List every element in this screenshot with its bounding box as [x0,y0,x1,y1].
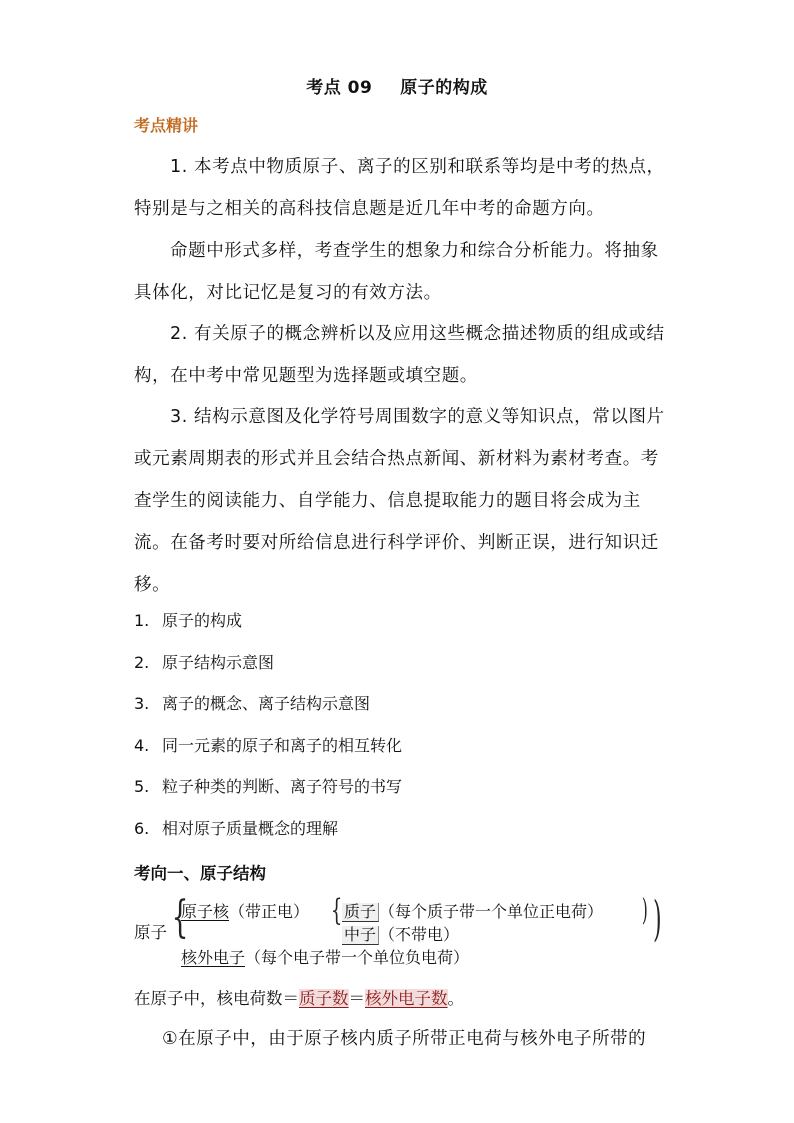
electron-row [181,945,469,968]
paragraph-3: 2. 有关原子的概念辨析以及应用这些概念描述物质的组成或结构，在中考中常见题型为选择题或填空题。 [134,324,665,386]
equation-equals: ＝ [348,989,365,1008]
paragraph-1: 1. 本考点中物质原子、离子的区别和联系等均是中考的热点，特别是与之相关的高科技信息题是近几年中考的命题方向。 [134,157,665,219]
list-item: 3. 离子的概念、离子结构示意图 [134,694,371,714]
neutron-row [342,922,459,945]
proton-note: （每个质子带一个单位正电荷） [379,902,604,921]
outer-close-paren-icon: ) [653,891,662,947]
subsection-heading: 考向一、原子结构 [134,864,266,883]
equation-term-proton: 质子数 [299,989,349,1008]
list-item: 2. 原子结构示意图 [134,652,275,672]
list-item: 4. 同一元素的原子和离子的相互转化 [134,735,403,755]
list-item: 6. 相对原子质量概念的理解 [134,818,339,838]
atom-label: 原子 [134,923,167,942]
title-text: 原子的构成 [400,78,488,98]
inner-close-paren-icon: ) [641,893,648,928]
list-item: 1. 原子的构成 [134,611,243,630]
paragraph-2: 命题中形式多样，考查学生的想象力和综合分析能力。将抽象具体化，对比记忆是复习的有效方法。 [134,241,659,303]
equation-prefix: 在原子中，核电荷数＝ [134,989,299,1008]
nucleus-note: （带正电） [229,902,310,921]
charge-equation [134,985,464,1009]
page-title [0,73,794,98]
list-item: 5. 粒子种类的判断、离子符号的书写 [134,777,403,797]
title-code: 考点 09 [306,78,373,98]
equation-suffix: 。 [447,989,464,1008]
paragraph-4: 3. 结构示意图及化学符号周围数字的意义等知识点，常以图片或元素周期表的形式并且会结合热点新闻、新材料为素材考查。考查学生的阅读能力、自学能力、信息提取能力的题目将会成为主流。在备考时要对所给信息进行科学评价、判断正误，进行知识迁移。 [134,407,665,595]
proton-row [342,899,603,922]
topic-list [134,602,402,852]
electron-label: 核外电子 [181,948,246,967]
section-heading: 考点精讲 [134,116,199,135]
proton-label: 质子 [342,903,379,922]
nucleus-row [181,899,309,922]
nucleus-label: 原子核 [181,902,230,921]
outer-brace-icon: { [171,892,189,943]
inner-brace-icon: { [330,893,343,928]
neutron-note: （不带电） [379,925,460,944]
neutron-label: 中子 [342,926,379,945]
equation-term-electron: 核外电子数 [365,989,448,1008]
electron-note: （每个电子带一个单位负电荷） [245,948,470,967]
paragraph-last-line: ①在原子中，由于原子核内质子所带正电荷与核外电子所带的 [162,1029,647,1049]
